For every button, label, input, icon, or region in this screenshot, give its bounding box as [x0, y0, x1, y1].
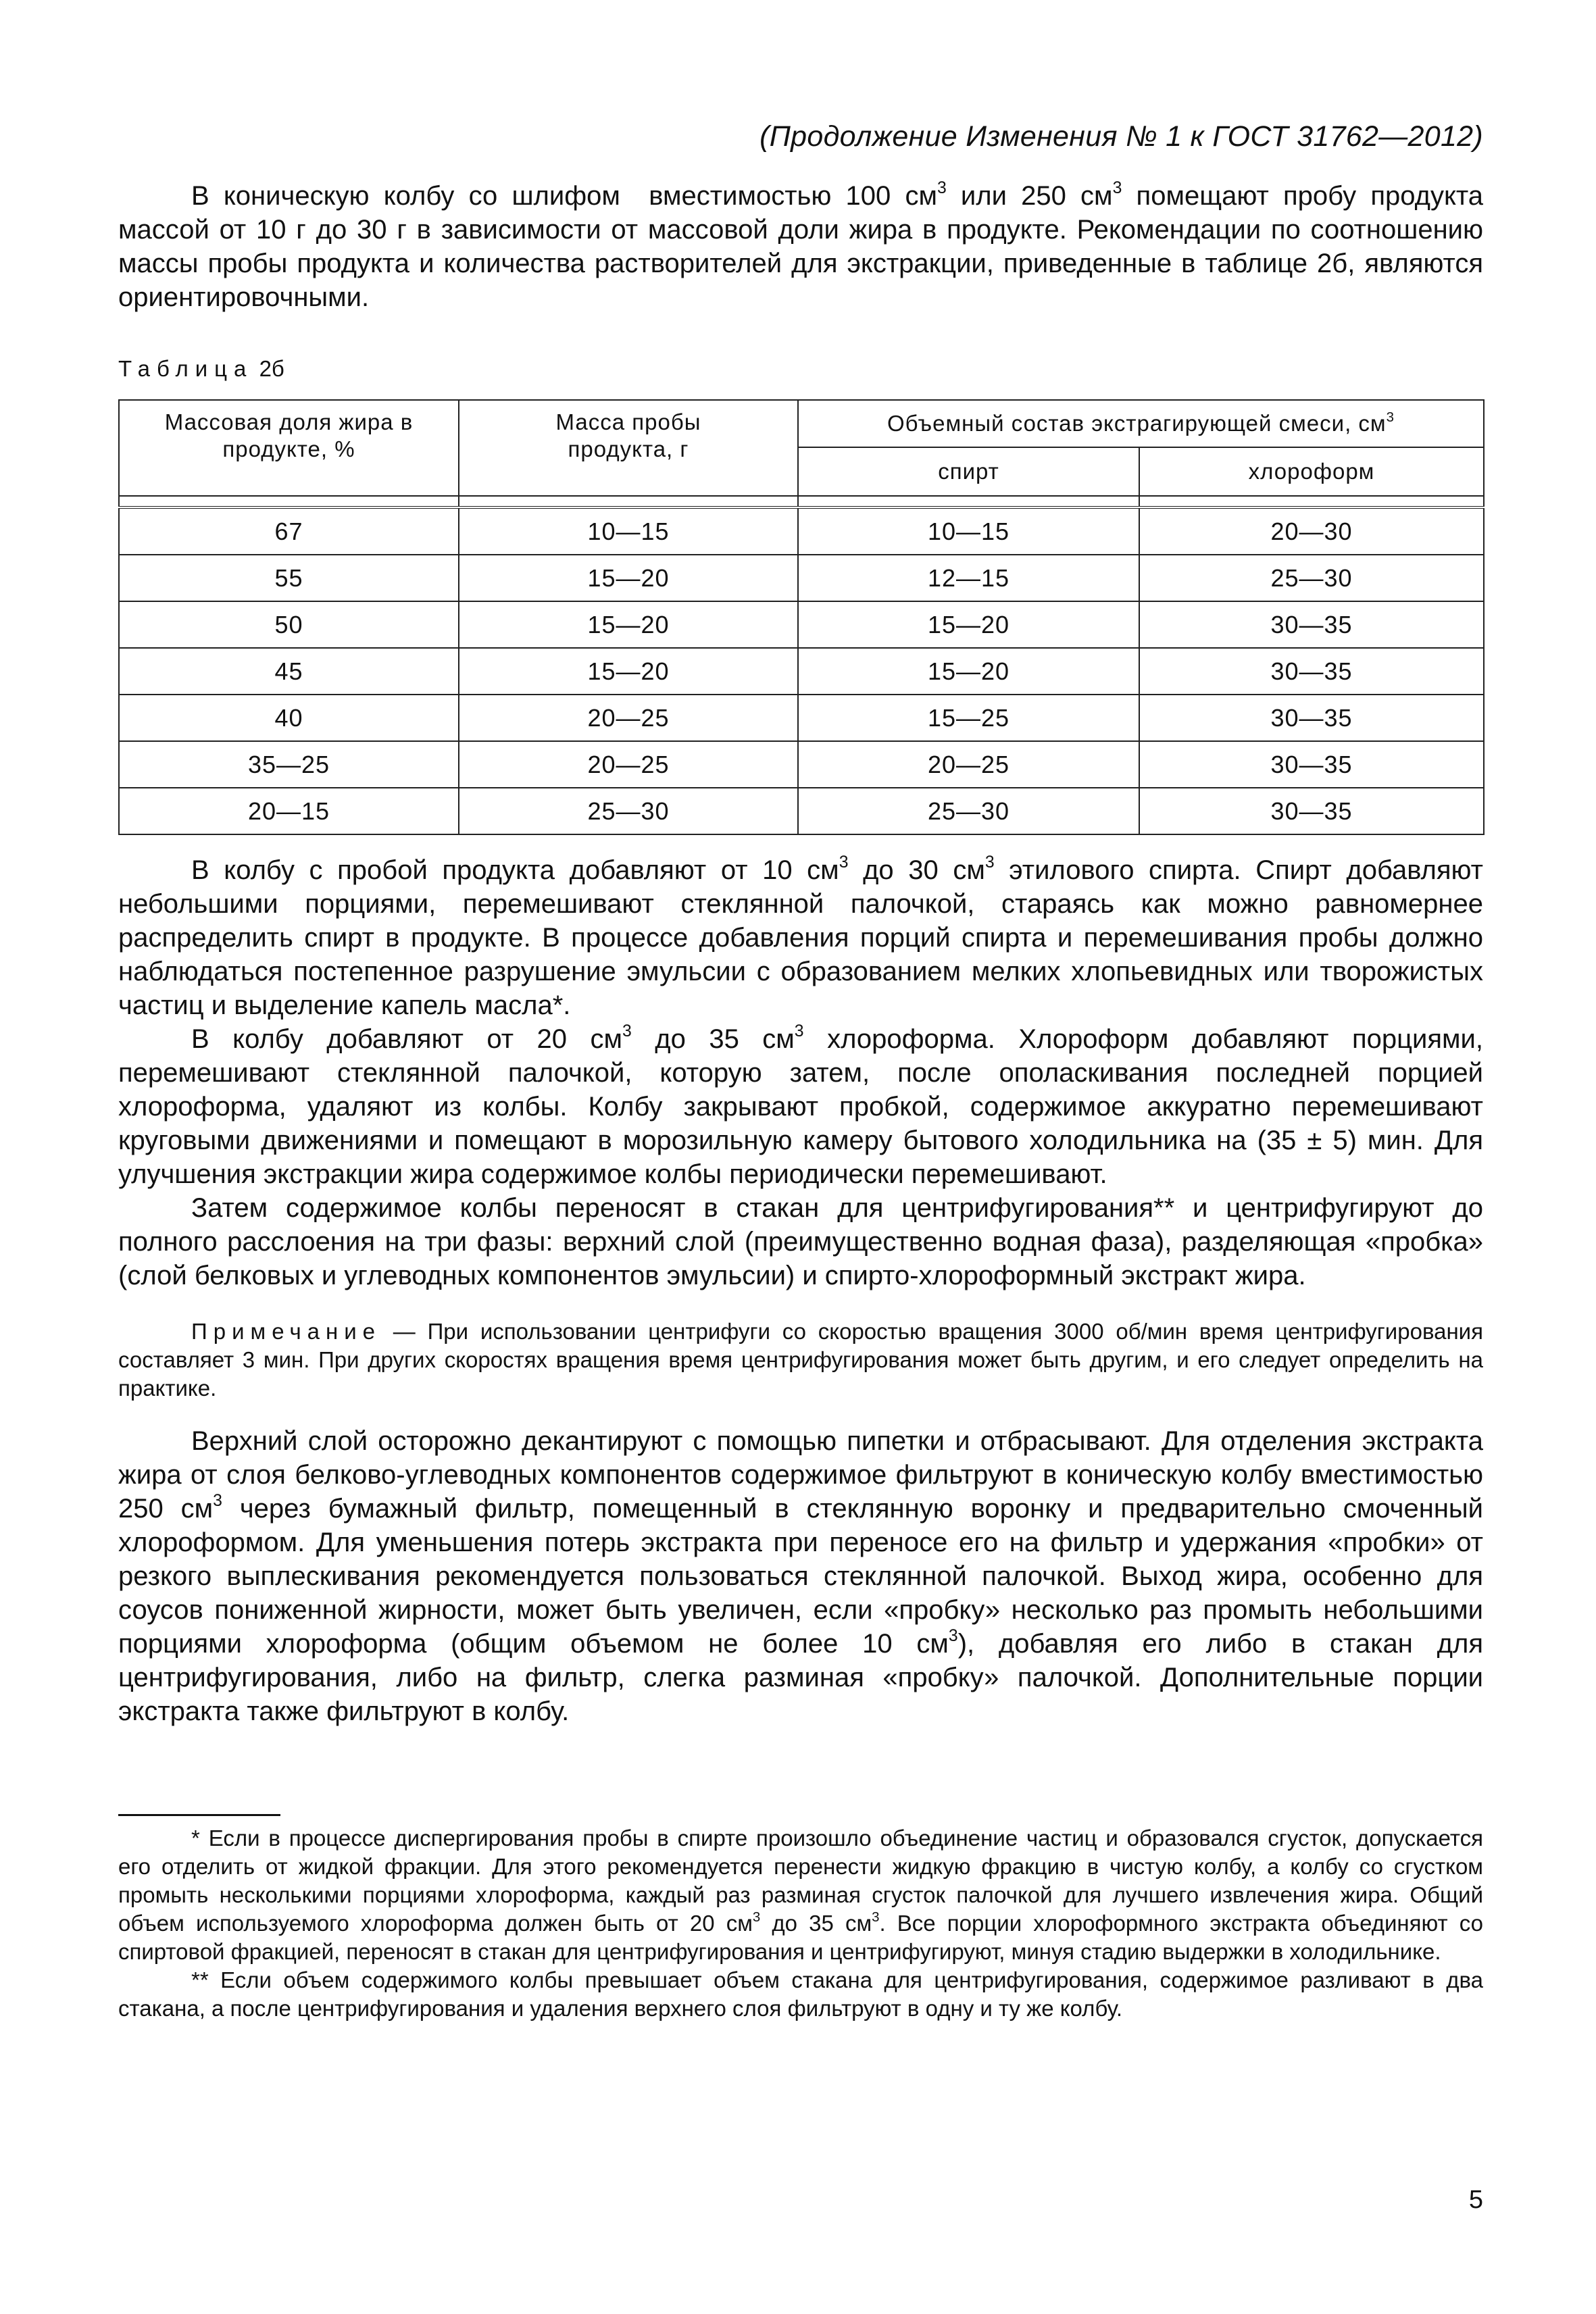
col-header-mixture: Объемный состав экстрагирующей смеси, $см^3$	[798, 400, 1484, 447]
table-row	[119, 648, 1484, 695]
col-header-mass: Масса пробы продукта, г	[459, 400, 798, 496]
cell-mass: 25—30	[459, 788, 798, 834]
cell-chloroform: 30—35	[1139, 741, 1484, 788]
cell-fat: 67	[119, 507, 459, 555]
footnote-divider	[118, 1814, 280, 1816]
cell-alcohol: 12—15	[798, 555, 1139, 601]
table-row	[119, 507, 1484, 555]
cell-fat: 50	[119, 601, 459, 648]
cell-alcohol: 15—25	[798, 695, 1139, 741]
table-row	[119, 555, 1484, 601]
header-separator	[798, 496, 1139, 507]
cell-alcohol: 10—15	[798, 507, 1139, 555]
table-row	[119, 741, 1484, 788]
cell-alcohol: 25—30	[798, 788, 1139, 834]
cell-fat: 35—25	[119, 741, 459, 788]
col-header-chloroform: хлороформ	[1139, 447, 1484, 496]
cell-fat: 55	[119, 555, 459, 601]
cell-alcohol: 15—20	[798, 601, 1139, 648]
cell-chloroform: 25—30	[1139, 555, 1484, 601]
paragraph-centrifuge: Затем содержимое колбы переносят в стакан для центрифугирования** и центрифугируют до полного расслоения на три фазы: верхний слой (преимущественно водная фаза), разделяющая «пробка» (слой белковых и углеводных компонентов эмульсии) и спирто-хлороформный экстракт жира.	[118, 1193, 1491, 1290]
footnotes	[118, 1824, 1483, 2023]
page-header: (Продолжение Изменения № 1 к ГОСТ 31762—2012)	[759, 120, 1483, 153]
cell-chloroform: 30—35	[1139, 788, 1484, 834]
note-paragraph: Примечание — При использовании центрифуги со скоростью вращения 3000 об/мин время центрифугирования составляет 3 мин. При других скоростях вращения время центрифугирования может быть другим, и его следует определить на практике.	[118, 1319, 1483, 1401]
table-row	[119, 788, 1484, 834]
table-caption: Таблица 2б	[118, 356, 284, 381]
fat-mass-solvent-table	[118, 399, 1485, 835]
cell-mass: 15—20	[459, 601, 798, 648]
cell-chloroform: 30—35	[1139, 601, 1484, 648]
cell-chloroform: 30—35	[1139, 695, 1484, 741]
page-number: 5	[1468, 2186, 1483, 2214]
cell-chloroform: 30—35	[1139, 648, 1484, 695]
cell-chloroform: 20—30	[1139, 507, 1484, 555]
paragraph-decanting: Верхний слой осторожно декантируют с помощью пипетки и отбрасывают. Для отделения экстракта жира от слоя белково-углеводных компонентов содержимое фильтруют в коническую колбу вместимостью 250 $см^3$ через бумажный фильтр, помещенный в стеклянную воронку и предварительно смоченный хлороформом. Для уменьшения потерь экстракта при переносе его на фильтр и удержания «пробки» от резкого выплескивания рекомендуется пользоваться стеклянной палочкой. Выход жира, особенно для соусов пониженной жирности, может быть увеличен, если «пробку» несколько раз промыть небольшими порциями хлороформа (общим объемом не более 10 $см^3$), добавляя его либо в стакан для центрифугирования, либо на фильтр, слегка разминая «пробку» палочкой. Дополнительные порции экстракта также фильтруют в колбу.	[118, 1426, 1491, 1726]
cell-mass: 15—20	[459, 555, 798, 601]
note-label: Примечание	[191, 1319, 382, 1344]
table-row	[119, 601, 1484, 648]
procedure-text	[118, 853, 1491, 1292]
footnote-2: ** Если объем содержимого колбы превышает объем стакана для центрифугирования, содержимое разливают в два стакана, а после центрифугирования и удаления верхнего слоя фильтруют в одну и ту же колбу.	[118, 1967, 1483, 2021]
cell-mass: 20—25	[459, 695, 798, 741]
col-header-alcohol: спирт	[798, 447, 1139, 496]
cell-fat: 45	[119, 648, 459, 695]
header-separator	[119, 496, 459, 507]
cell-fat: 20—15	[119, 788, 459, 834]
intro-paragraph: В коническую колбу со шлифом вместимостью 100 $см^3$ или 250 $см^3$ помещают пробу продукта массой от 10 г до 30 г в зависимости от массовой доли жира в продукте. Рекомендации по соотношению массы пробы продукта и количества растворителей для экстракции, приведенные в таблице 2б, являются ориентировочными.	[118, 179, 1491, 312]
cell-mass: 15—20	[459, 648, 798, 695]
footnote-1: * Если в процессе диспергирования пробы в спирте произошло объединение частиц и образовался сгусток, допускается его отделить от жидкой фракции. Для этого рекомендуется перенести жидкую фракцию в чистую колбу, а колбу со сгустком промыть несколькими порциями хлороформа, каждый раз разминая сгусток палочкой для лучшего извлечения жира. Общий объем используемого хлороформа должен быть от 20 $см^3$ до 35 $см^3$. Все порции хлороформного экстракта объединяют со спиртовой фракцией, переносят в стакан для центрифугирования и центрифугируют, минуя стадию выдержки в холодильнике.	[118, 1826, 1483, 1964]
cell-mass: 10—15	[459, 507, 798, 555]
cell-fat: 40	[119, 695, 459, 741]
cell-mass: 20—25	[459, 741, 798, 788]
header-separator	[459, 496, 798, 507]
cell-alcohol: 20—25	[798, 741, 1139, 788]
paragraph-chloroform: В колбу добавляют от 20 $см^3$ до 35 $см^3$ хлороформа. Хлороформ добавляют порциями, перемешивают стеклянной палочкой, которую затем, после ополаскивания последней порцией хлороформа, удаляют из колбы. Колбу закрывают пробкой, содержимое аккуратно перемешивают круговыми движениями и помещают в морозильную камеру бытового холодильника на (35 ± 5) мин. Для улучшения экстракции жира содержимое колбы периодически перемешивают.	[118, 1022, 1491, 1189]
paragraph-alcohol: В колбу с пробой продукта добавляют от 10 $см^3$ до 30 $см^3$ этилового спирта. Спирт добавляют небольшими порциями, перемешивают стеклянной палочкой, стараясь как можно равномернее распределить спирт в продукте. В процессе добавления порций спирта и перемешивания пробы должно наблюдаться постепенное разрушение эмульсии с образованием мелких хлопьевидных или творожистых частиц и выделение капель масла*.	[118, 853, 1491, 1020]
table-row	[119, 695, 1484, 741]
cell-alcohol: 15—20	[798, 648, 1139, 695]
header-separator	[1139, 496, 1484, 507]
col-header-fat: Массовая доля жира в продукте, %	[119, 400, 459, 496]
